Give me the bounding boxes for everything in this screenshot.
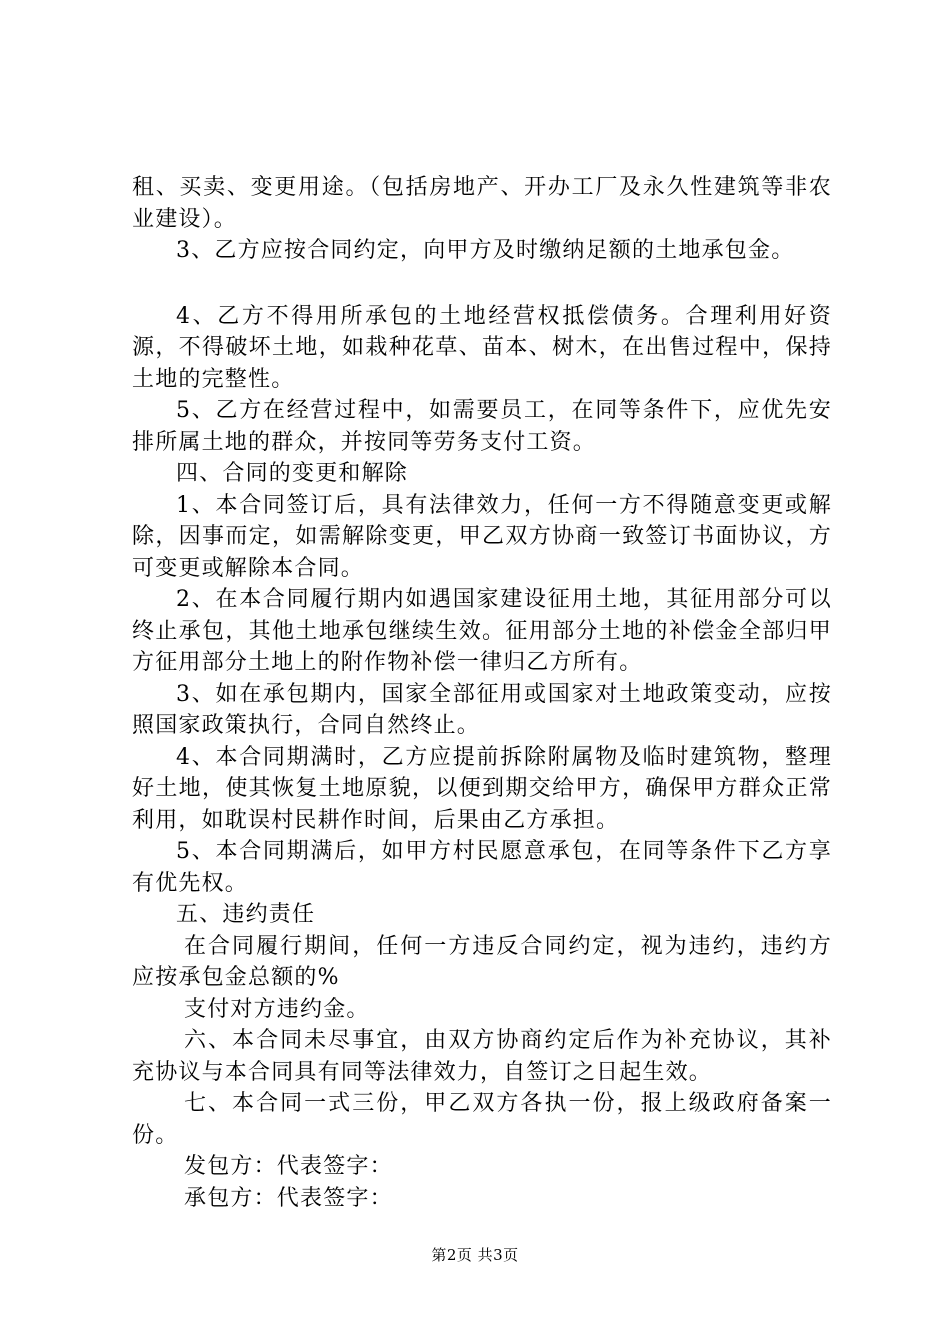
paragraph-land-use-continuation: 租、买卖、变更用途。（包括房地产、开办工厂及永久性建筑等非农业建设）。 xyxy=(132,175,832,232)
paragraph-clause-3-payment: 3、乙方应按合同约定，向甲方及时缴纳足额的土地承包金。 xyxy=(176,238,795,263)
paragraph-supplementary: 六、本合同未尽事宜，由双方协商约定后作为补充协议，其补充协议与本合同具有同等法律效力，自签订之日起生效。 xyxy=(132,1028,832,1085)
page-number-footer: 第2页 共3页 xyxy=(431,1246,519,1264)
paragraph-copies: 七、本合同一式三份，甲乙双方各执一份，报上级政府备案一份。 xyxy=(132,1091,832,1148)
paragraph-change-clause-2: 2、在本合同履行期内如遇国家建设征用土地，其征用部分可以终止承包，其他土地承包继续生效。征用部分土地的补偿金全部归甲方征用部分土地上的附作物补偿一律归乙方所有。 xyxy=(132,587,832,675)
paragraph-breach-terms: 在合同履行期间，任何一方违反合同约定，视为违约，违约方应按承包金总额的% xyxy=(132,933,832,990)
paragraph-change-clause-4: 4、本合同期满时，乙方应提前拆除附属物及临时建筑物，整理好土地，使其恢复土地原貌，以便到期交给甲方，确保甲方群众正常利用，如耽误村民耕作时间，后果由乙方承担。 xyxy=(132,744,832,833)
section-heading-change-termination: 四、合同的变更和解除 xyxy=(176,461,409,486)
paragraph-clause-4-debt: 4、乙方不得用所承包的土地经营权抵偿债务。合理利用好资源，不得破坏土地，如栽种花草、苗本、树木，在出售过程中，保持土地的完整性。 xyxy=(132,303,832,392)
paragraph-change-clause-1: 1、本合同签订后，具有法律效力，任何一方不得随意变更或解除，因事而定，如需解除变更，甲乙双方协商一致签订书面协议，方可变更或解除本合同。 xyxy=(132,492,832,581)
section-heading-breach: 五、违约责任 xyxy=(176,902,316,927)
paragraph-breach-payment: 支付对方违约金。 xyxy=(184,996,370,1022)
paragraph-change-clause-5: 5、本合同期满后，如甲方村民愿意承包，在同等条件下乙方享有优先权。 xyxy=(132,839,832,896)
paragraph-clause-5-employment: 5、乙方在经营过程中，如需要员工，在同等条件下，应优先安排所属土地的群众，并按同等劳务支付工资。 xyxy=(132,398,832,455)
contract-body xyxy=(132,172,832,1214)
signature-line-contractor: 承包方：代表签字： xyxy=(184,1185,393,1211)
paragraph-change-clause-3: 3、如在承包期内，国家全部征用或国家对土地政策变动，应按照国家政策执行，合同自然终止。 xyxy=(132,681,832,738)
paragraph-spacer xyxy=(132,267,832,301)
signature-line-employer: 发包方：代表签字： xyxy=(184,1154,393,1179)
